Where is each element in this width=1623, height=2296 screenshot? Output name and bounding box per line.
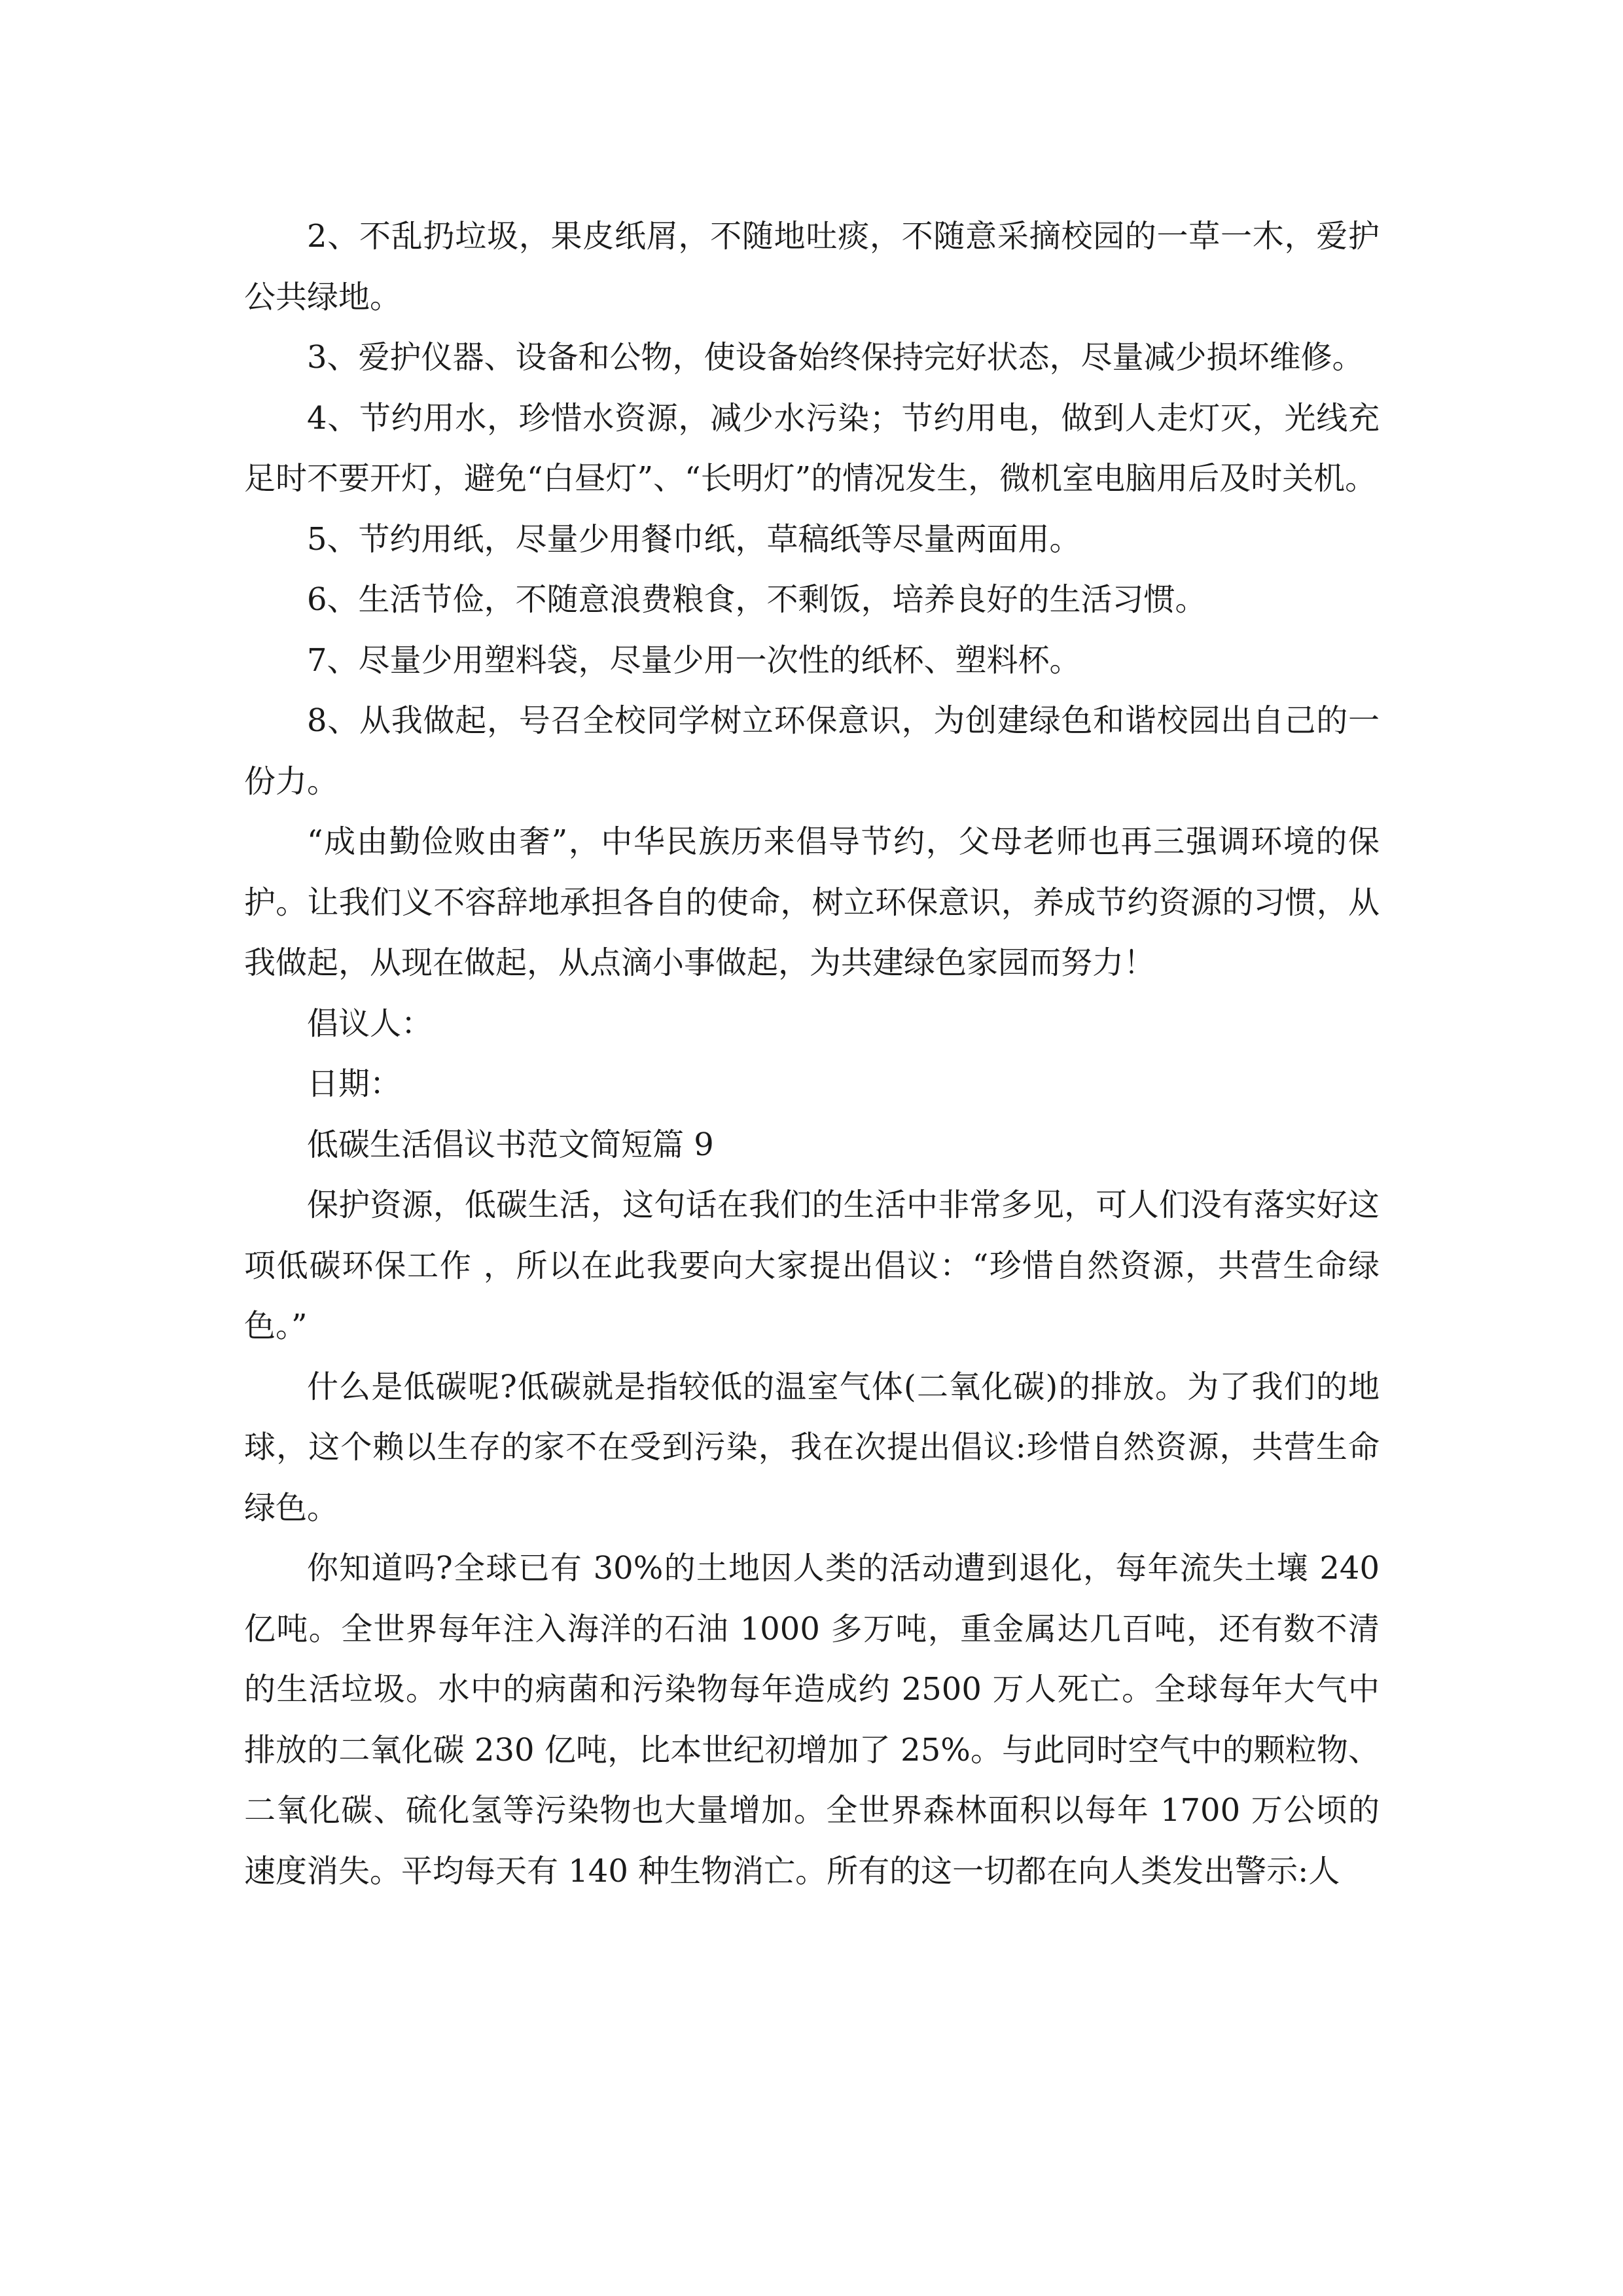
paragraph-item-7: 7、尽量少用塑料袋，尽量少用一次性的纸杯、塑料杯。: [307, 641, 1081, 679]
section-heading: 低碳生活倡议书范文简短篇 9: [307, 1126, 714, 1163]
paragraph-item-8: 8、从我做起，号召全校同学树立环保意识，为创建绿色和谐校园出自己的一份力。: [244, 702, 1380, 800]
paragraph-item-6: 6、生活节俭，不随意浪费粮食，不剩饭，培养良好的生活习惯。: [307, 581, 1207, 618]
paragraph-item-2: 2、不乱扔垃圾，果皮纸屑，不随地吐痰，不随意采摘校园的一草一木，爱护公共绿地。: [244, 218, 1380, 315]
paragraph-item-4: 4、节约用水，珍惜水资源，减少水污染；节约用电，做到人走灯灭，光线充足时不要开灯，避免“白昼灯”、“长明灯”的情况发生，微机室电脑用后及时关机。: [244, 399, 1380, 497]
paragraph-item-5: 5、节约用纸，尽量少用餐巾纸，草稿纸等尽量两面用。: [307, 520, 1081, 558]
paragraph-facts: 你知道吗?全球已有 30%的土地因人类的活动遭到退化，每年流失土壤 240 亿吨。全世界每年注入海洋的石油 1000 多万吨，重金属达几百吨，还有数不清的生活垃圾。水中的病菌和污染物每年造成约 2500 万人死亡。全球每年大气中排放的二氧化碳 230 亿吨，比本世纪初增加了 25%。与此同时空气中的颗粒物、二氧化碳、硫化氢等污染物也大量增加。全世界森林面积以每年 1700 万公顷的速度消失。平均每天有 140 种生物消亡。所有的这一切都在向人类发出警示:人: [244, 1550, 1380, 1890]
paragraph-conclusion: “成由勤俭败由奢”，中华民族历来倡导节约，父母老师也再三强调环境的保护。让我们义不容辞地承担各自的使命，树立环保意识，养成节约资源的习惯，从我做起，从现在做起，从点滴小事做起，为共建绿色家园而努力！: [244, 823, 1380, 981]
document-body: [244, 206, 1380, 1901]
paragraph-intro: 保护资源，低碳生活，这句话在我们的生活中非常多见，可人们没有落实好这项低碳环保工作 ，所以在此我要向大家提出倡议：“珍惜自然资源，共营生命绿色。”: [244, 1187, 1380, 1344]
paragraph-item-3: 3、爱护仪器、设备和公物，使设备始终保持完好状态，尽量减少损坏维修。: [307, 339, 1364, 376]
date-line: 日期：: [307, 1066, 402, 1102]
initiator-line: 倡议人：: [307, 1005, 433, 1042]
paragraph-what-is-low-carbon: 什么是低碳呢?低碳就是指较低的温室气体(二氧化碳)的排放。为了我们的地球，这个赖以生存的家不在受到污染，我在次提出倡议:珍惜自然资源，共营生命绿色。: [244, 1368, 1380, 1526]
